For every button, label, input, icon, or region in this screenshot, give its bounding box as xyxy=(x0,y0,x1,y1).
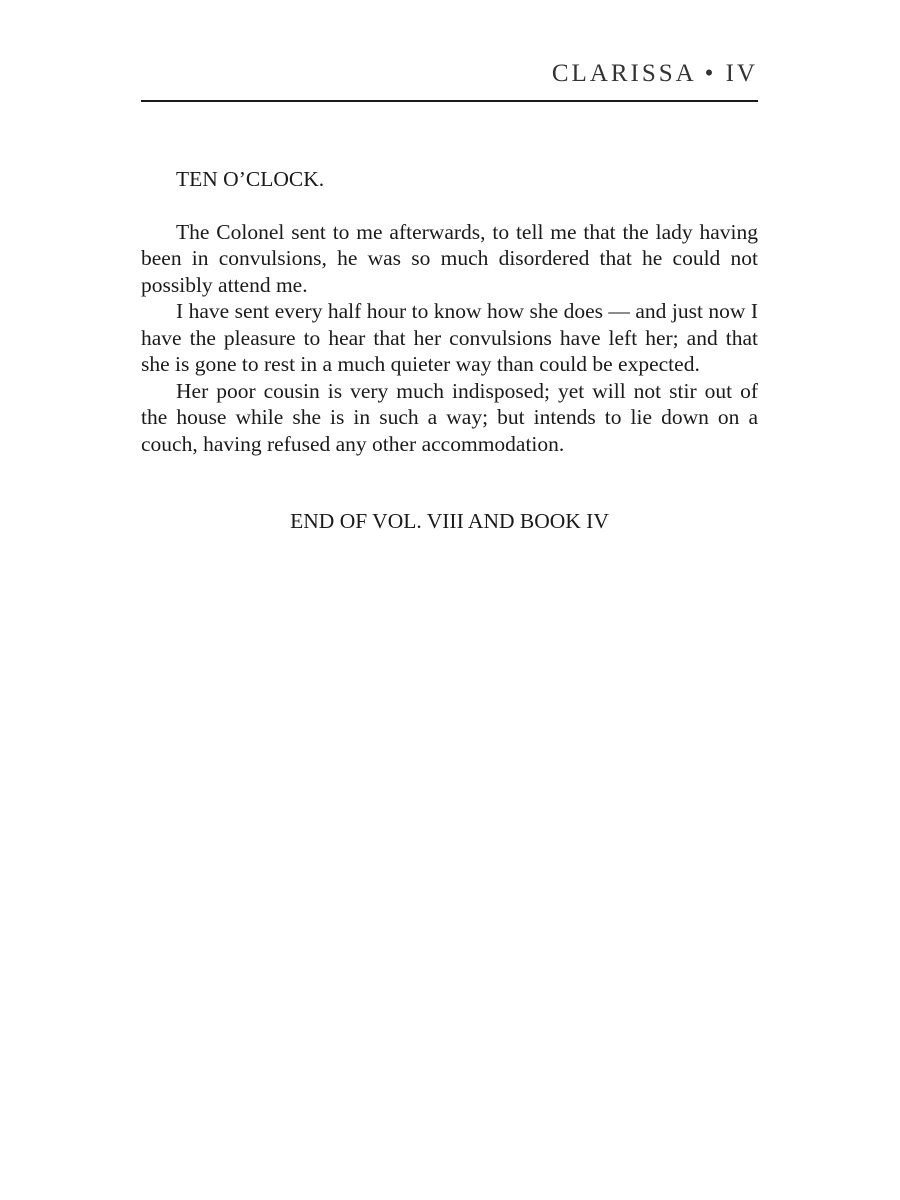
time-heading: TEN O’CLOCK. xyxy=(176,167,325,191)
page-body xyxy=(141,166,758,457)
running-head-title: CLARISSA • IV xyxy=(551,60,758,87)
paragraph-colonel: The Colonel sent to me afterwards, to tell me that the lady having been in convulsions, he was so much disordered that he could not possibly attend me. xyxy=(141,219,758,297)
header-rule xyxy=(141,100,758,102)
paragraph-cousin: Her poor cousin is very much indisposed; yet will not stir out of the house while she is in such a way; but intends to lie down on a couch, having refused any other accommodation. xyxy=(141,378,758,456)
paragraph-half-hour: I have sent every half hour to know how she does — and just now I have the pleasure to hear that her convulsions have left her; and that she is gone to rest in a much quieter way than could be expected. xyxy=(141,299,758,376)
end-of-volume-note: END OF VOL. VIII AND BOOK IV xyxy=(290,509,609,533)
